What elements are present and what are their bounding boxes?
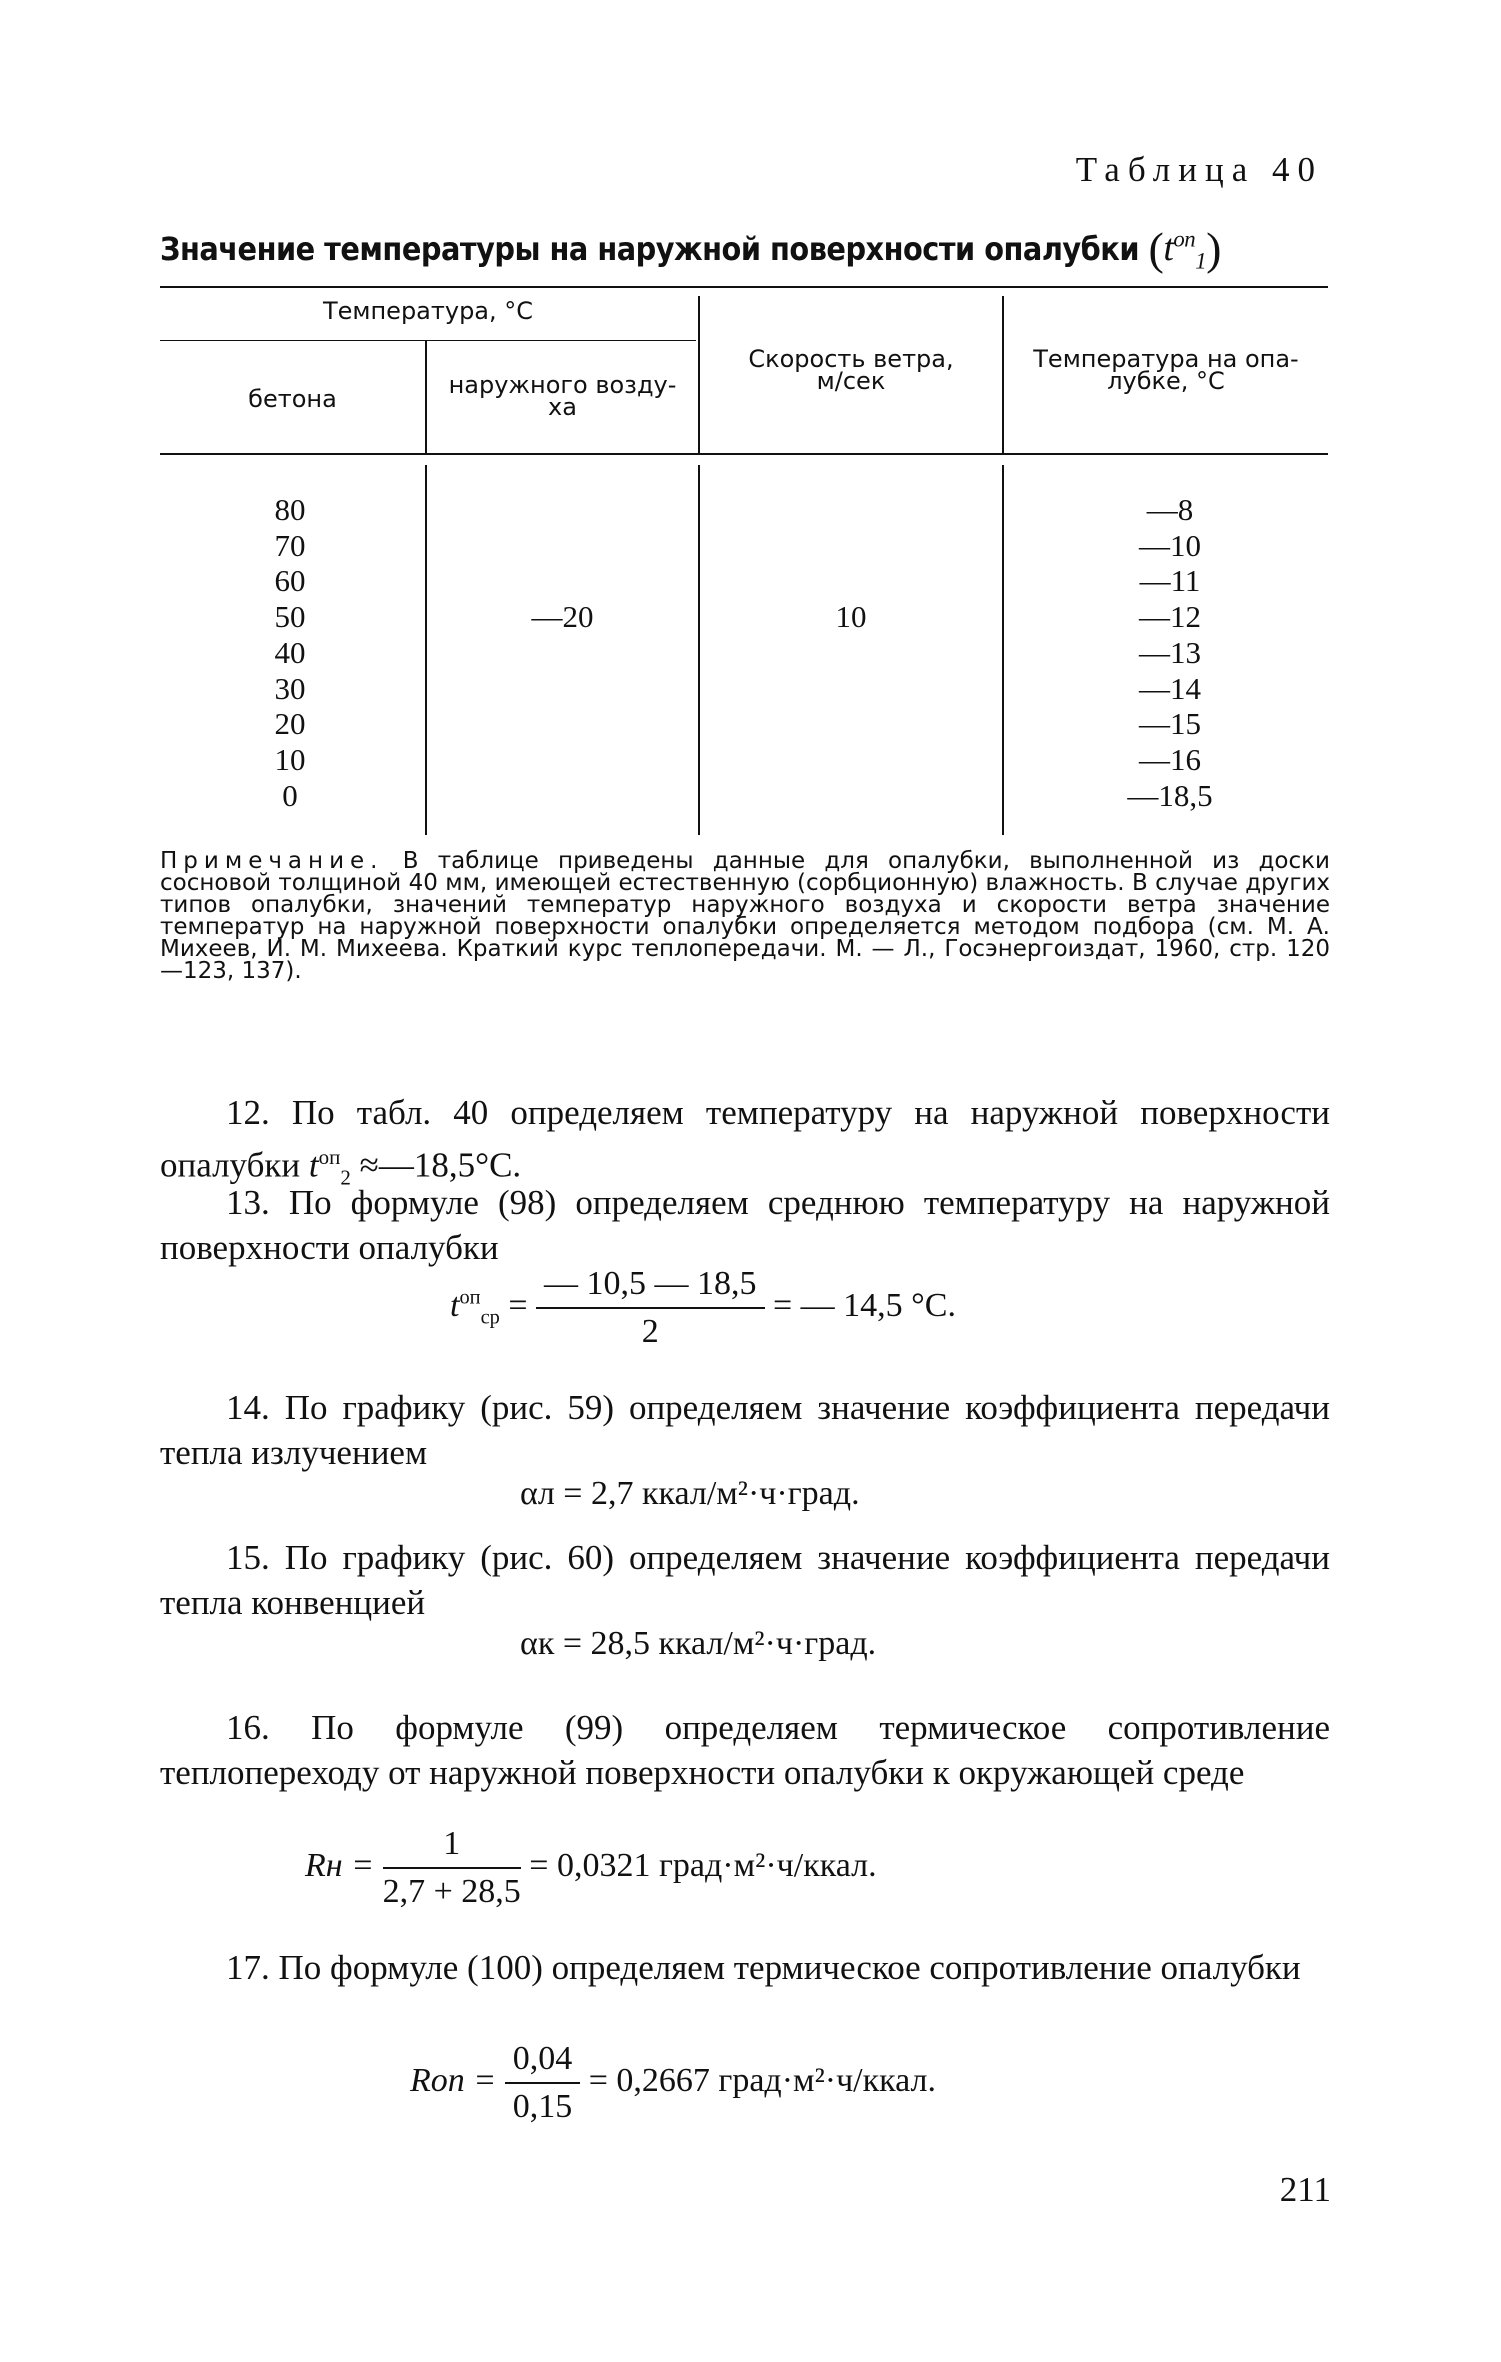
header-wind-speed: Скорость ветра, м/сек — [748, 345, 954, 395]
header-outside-air: наружного возду- ха — [448, 371, 677, 421]
formula-17-result: = 0,2667 град·м²·ч/ккал. — [588, 2061, 937, 2099]
caption-symbol-letter: t — [1163, 227, 1174, 269]
formula-16-denominator: 2,7 + 28,5 — [382, 1873, 521, 1910]
formwork-temp-cell: —15 — [1139, 706, 1201, 742]
formwork-temp-cell: —13 — [1139, 634, 1201, 670]
concrete-temp-cell: 30 — [274, 670, 306, 706]
concrete-temp-cell: 70 — [274, 527, 306, 563]
formwork-temp-cell: —18,5 — [1127, 777, 1213, 813]
formula-17-fraction — [505, 2040, 581, 2126]
caption-symbol-sup: оп — [1173, 226, 1196, 252]
step-16: 16. По формуле (99) определяем термическое сопротивление теплопереходу от наружной поверхности опалубки к окружающей среде — [160, 1708, 1330, 1792]
outside-air-temp-cell: —20 — [531, 599, 594, 634]
table-subheader-rule — [160, 340, 696, 341]
formula-16 — [305, 1825, 877, 1911]
formwork-temp-cell: —11 — [1139, 563, 1201, 599]
wind-speed-cell: 10 — [835, 599, 867, 634]
concrete-temp-cell: 40 — [274, 634, 306, 670]
concrete-temp-cell: 10 — [274, 741, 306, 777]
formula-13-symbol: t — [450, 1286, 460, 1324]
formula-17-lhs: Rоп = — [410, 2061, 497, 2099]
formula-17-denominator: 0,15 — [512, 2088, 573, 2125]
table-caption — [160, 218, 1335, 275]
table-body-vline-3 — [1002, 465, 1004, 835]
header-formwork-temp: Температура на опа- лубке, °С — [1033, 345, 1299, 395]
step-12-symbol: t — [308, 1145, 319, 1185]
step-13: 13. По формуле (98) определяем среднюю температуру на наружной поверхности опалубки — [160, 1183, 1330, 1267]
concrete-temp-cell: 0 — [282, 777, 298, 813]
formwork-temp-cell: —16 — [1139, 741, 1201, 777]
concrete-temp-cell: 20 — [274, 706, 306, 742]
formwork-temp-cell: —12 — [1139, 599, 1201, 635]
concrete-temp-cell: 50 — [274, 599, 306, 635]
formula-13-equals: = — [508, 1286, 528, 1324]
formula-13-fraction — [536, 1265, 765, 1351]
formula-16-numerator: 1 — [383, 1825, 521, 1869]
step-12-value: ≈—18,5°С. — [359, 1145, 522, 1185]
formula-13-sup: оп — [459, 1286, 481, 1309]
note-label: Примечание. — [160, 848, 384, 874]
header-temperature-group: Температура, °С — [322, 297, 534, 325]
header-concrete: бетона — [248, 385, 337, 413]
table-note — [160, 850, 1330, 982]
formula-16-result: = 0,0321 град·м²·ч/ккал. — [529, 1846, 877, 1884]
table-top-rule — [160, 286, 1328, 288]
formula-14: αл = 2,7 ккал/м²·ч·град. — [520, 1475, 860, 1512]
formula-13-denominator: 2 — [641, 1313, 659, 1350]
formula-13 — [450, 1265, 956, 1351]
concrete-temp-cell: 80 — [274, 492, 306, 527]
table-caption-text: Значение температуры на наружной поверхности опалубки — [160, 230, 1139, 268]
table-body-vline-2 — [698, 465, 700, 835]
step-12-sub: 2 — [340, 1165, 351, 1190]
concrete-temps-column — [230, 492, 350, 813]
caption-open-paren: ( — [1148, 223, 1164, 274]
formula-15: αк = 28,5 ккал/м²·ч·град. — [520, 1625, 877, 1662]
formwork-temp-cell: —10 — [1139, 527, 1201, 563]
step-14: 14. По графику (рис. 59) определяем значение коэффициента передачи тепла излучением — [160, 1388, 1330, 1472]
caption-close-paren: ) — [1206, 223, 1221, 274]
formula-17 — [410, 2040, 936, 2126]
concrete-temp-cell: 60 — [274, 563, 306, 599]
note-text: В таблице приведены данные для опалубки, выполненной из доски сосновой толщиной 40 мм, имеющей естественную (сорбционную) влажность. В случае других типов опалубки, значений температур наружного воздуха и скорости ветра значение температур на наружной поверхности опалубки определяется методом подбора (см. М. А. Михеев, И. М. Михеева. Краткий курс теплопередачи. М. — Л., Госэнергоиздат, 1960, стр. 120—123, 137). — [160, 848, 1330, 984]
page-number: 211 — [1279, 2170, 1331, 2209]
formula-13-result: = — 14,5 °С. — [773, 1286, 956, 1324]
formula-16-fraction — [383, 1825, 521, 1911]
formwork-temps-column — [1090, 492, 1250, 813]
formula-16-lhs: Rн = — [305, 1846, 375, 1884]
step-17: 17. По формуле (100) определяем термическое сопротивление опалубки — [226, 1948, 1301, 1987]
formula-13-sub: ср — [480, 1306, 500, 1329]
formula-13-numerator: — 10,5 — 18,5 — [536, 1265, 765, 1309]
table-body-vline-1 — [425, 465, 427, 835]
table-label: Таблица 40 — [1075, 150, 1323, 189]
caption-symbol — [1163, 226, 1207, 274]
formwork-temp-cell: —8 — [1146, 492, 1194, 527]
step-12-sup: оп — [318, 1145, 341, 1169]
step-15: 15. По графику (рис. 60) определяем значение коэффициента передачи тепла конвенцией — [160, 1538, 1330, 1622]
step-12-text: 12. По табл. 40 определяем температуру на наружной поверхности опалубки — [160, 1093, 1330, 1185]
formula-17-numerator: 0,04 — [505, 2040, 581, 2084]
table-header-bottom-rule — [160, 453, 1328, 455]
formwork-temp-cell: —14 — [1139, 670, 1201, 706]
caption-symbol-sub: 1 — [1195, 248, 1207, 274]
